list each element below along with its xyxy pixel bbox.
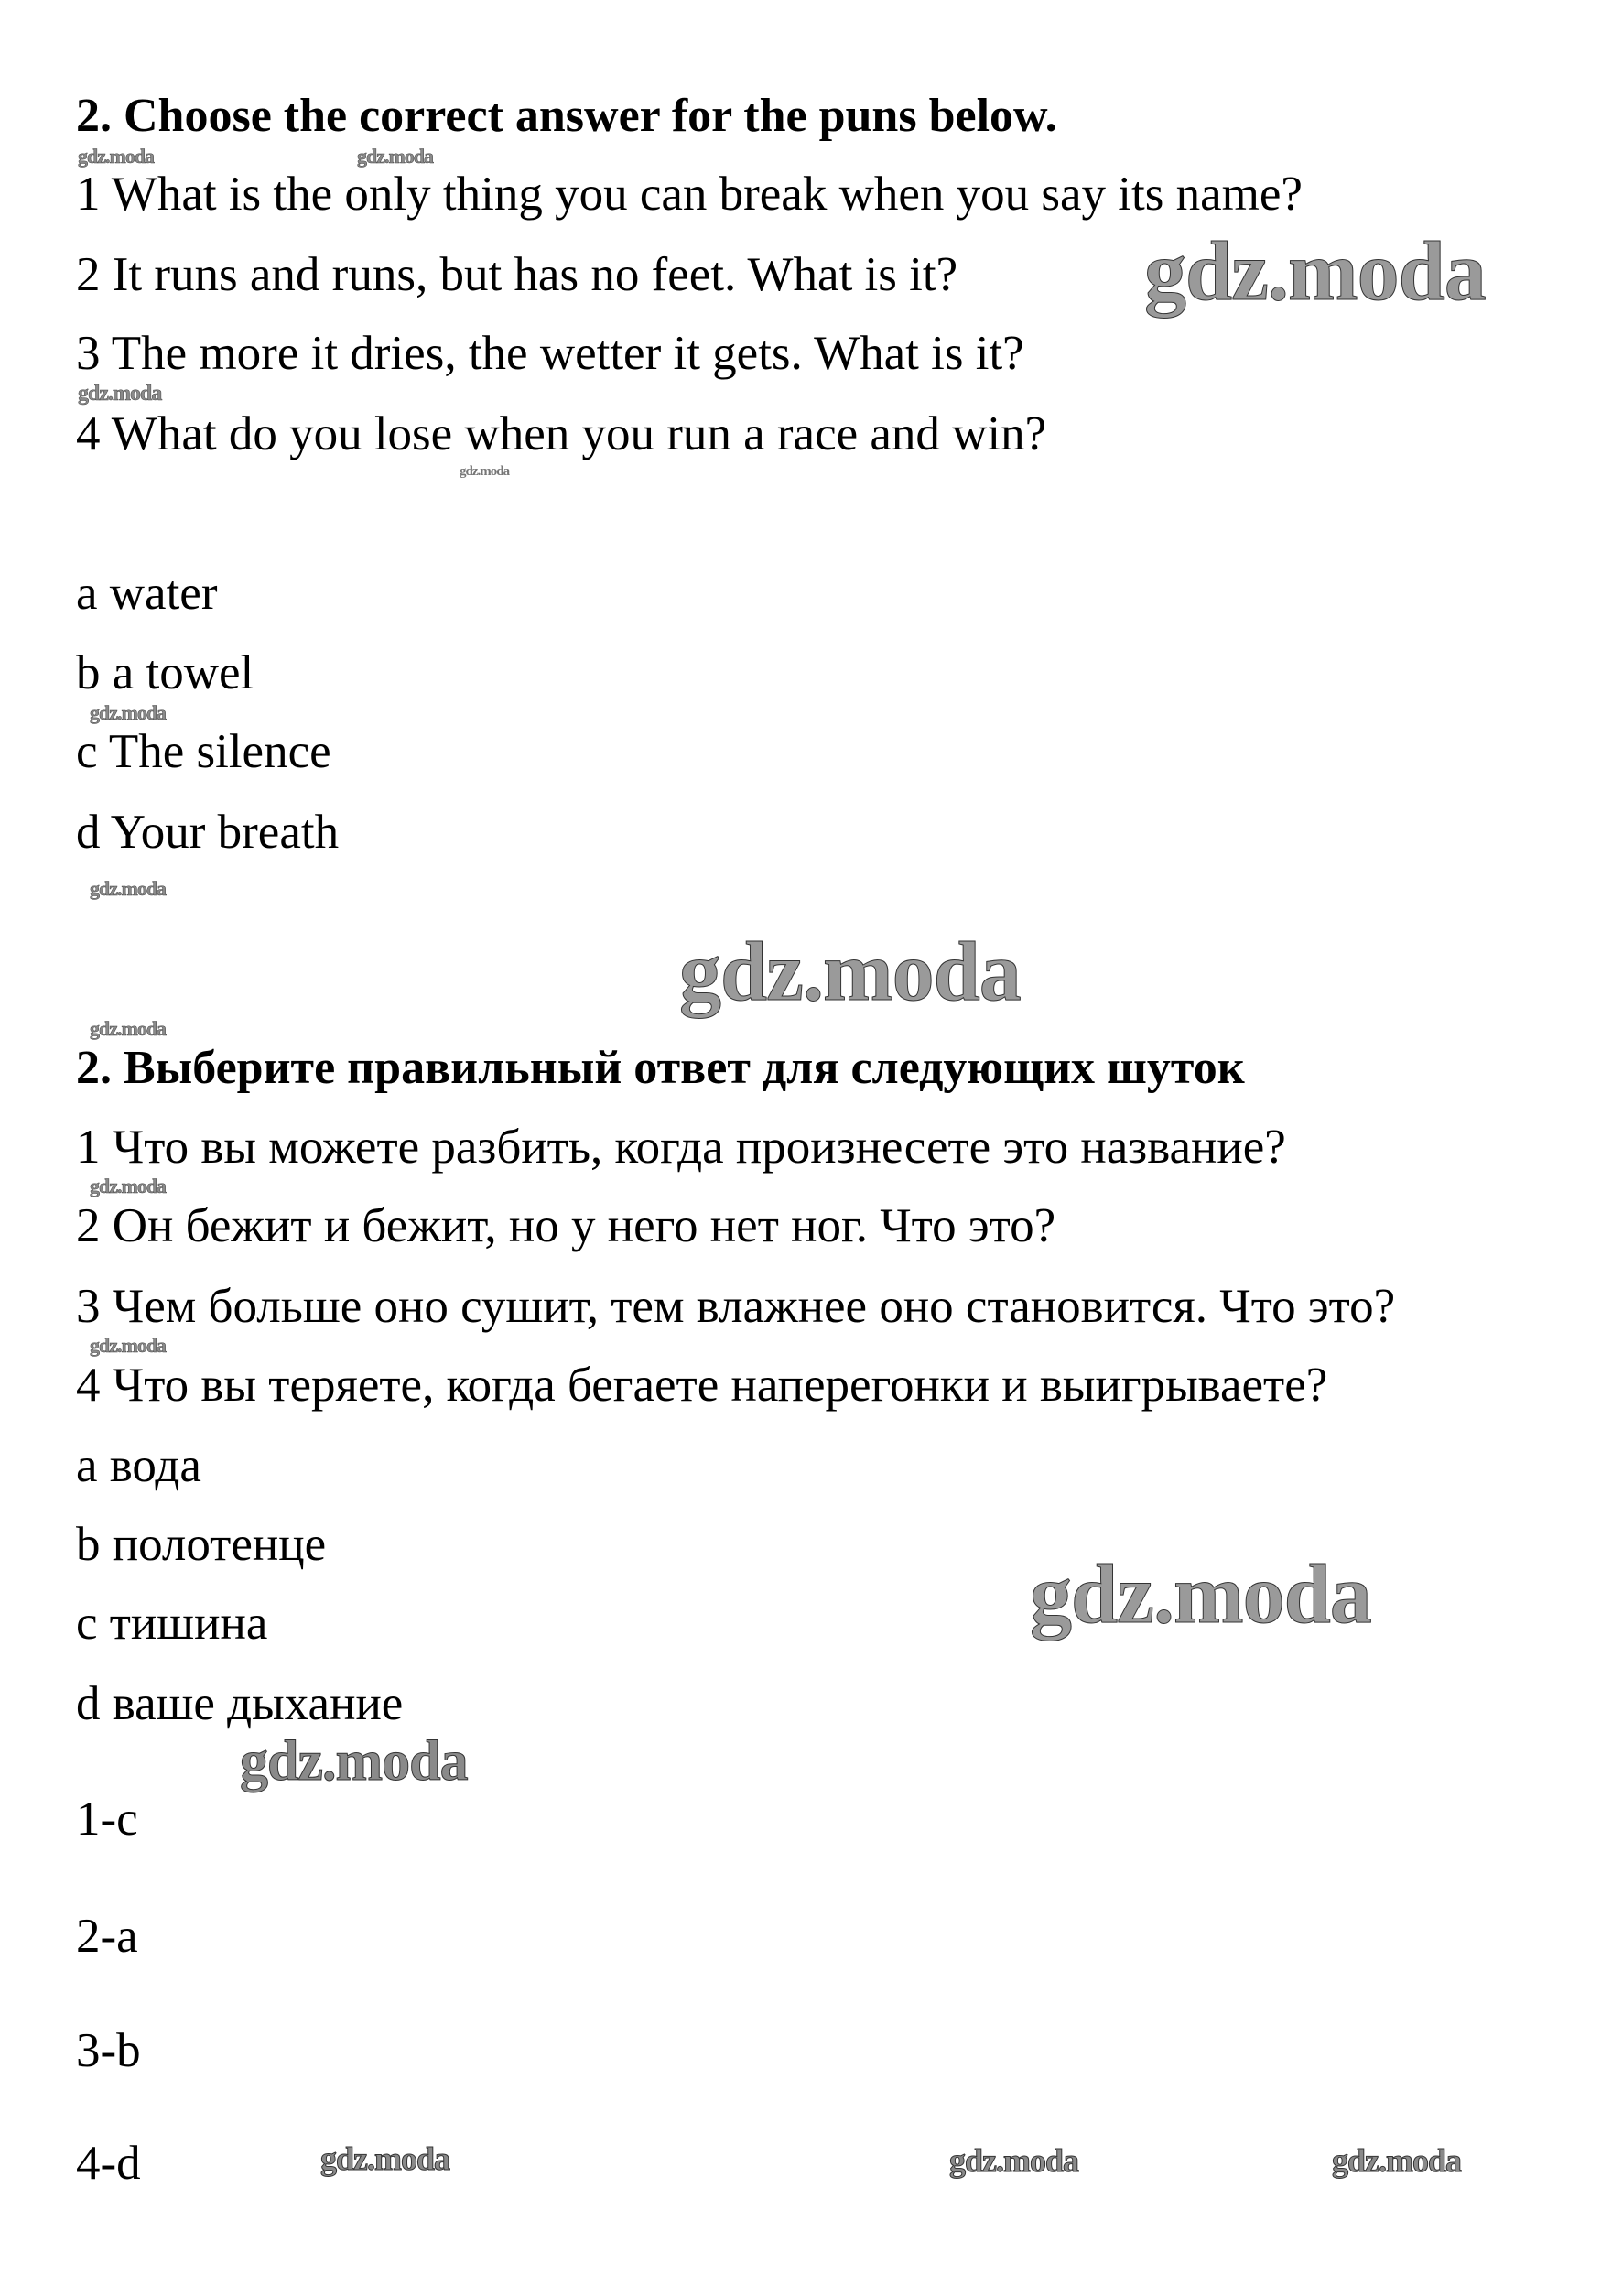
option-a-ru: а вода: [76, 1439, 201, 1492]
watermark: gdz.moda: [1144, 224, 1486, 318]
answer-3: 3-b: [76, 2024, 141, 2077]
answer-1: 1-c: [76, 1792, 138, 1846]
question-3: 3 The more it dries, the wetter it gets. What is it?: [76, 327, 1024, 380]
question-1: 1 What is the only thing you can break when you say its name?: [76, 168, 1303, 221]
answer-4: 4-d: [76, 2137, 141, 2190]
question-2-ru: 2 Он бежит и бежит, но у него нет ног. Что это?: [76, 1199, 1056, 1252]
question-2: 2 It runs and runs, but has no feet. What is it?: [76, 248, 958, 301]
option-b-ru: b полотенце: [76, 1518, 327, 1571]
watermark: gdz.moda: [90, 701, 167, 724]
watermark: gdz.moda: [679, 925, 1021, 1018]
option-d-ru: d ваше дыхание: [76, 1677, 404, 1730]
option-b: b a towel: [76, 646, 254, 699]
watermark: gdz.moda: [240, 1730, 468, 1792]
watermark: gdz.moda: [78, 145, 155, 168]
exercise-heading-ru: 2. Выберите правильный ответ для следующих шуток: [76, 1042, 1245, 1094]
watermark: gdz.moda: [90, 1175, 167, 1197]
option-d: d Your breath: [76, 806, 340, 859]
question-3-ru: 3 Чем больше оно сушит, тем влажнее оно становится. Что это?: [76, 1280, 1396, 1333]
watermark: gdz.moda: [1332, 2142, 1462, 2179]
watermark: gdz.moda: [949, 2142, 1079, 2179]
watermark: gdz.moda: [78, 382, 162, 406]
watermark: gdz.moda: [90, 1017, 167, 1040]
watermark: gdz.moda: [460, 464, 510, 479]
watermark: gdz.moda: [90, 1334, 167, 1357]
question-1-ru: 1 Что вы можете разбить, когда произнесете это название?: [76, 1121, 1286, 1174]
watermark: gdz.moda: [1030, 1547, 1371, 1641]
watermark: gdz.moda: [320, 2140, 450, 2177]
watermark: gdz.moda: [90, 877, 167, 900]
question-4: 4 What do you lose when you run a race and win?: [76, 407, 1047, 460]
option-c-ru: с тишина: [76, 1597, 268, 1650]
question-4-ru: 4 Что вы теряете, когда бегаете наперегонки и выигрываете?: [76, 1359, 1328, 1412]
exercise-heading: 2. Choose the correct answer for the puns below.: [76, 90, 1057, 142]
option-a: a water: [76, 567, 218, 620]
option-c: c The silence: [76, 725, 331, 778]
watermark: gdz.moda: [357, 145, 434, 168]
answer-2: 2-a: [76, 1910, 138, 1963]
